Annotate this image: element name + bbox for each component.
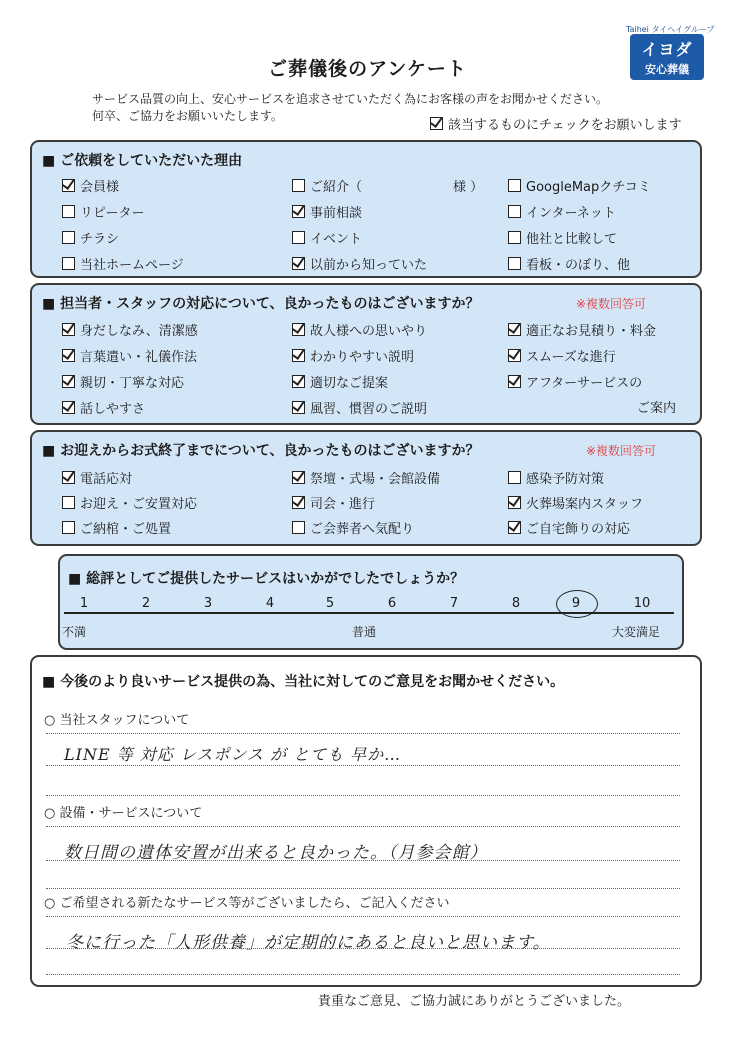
- checkbox[interactable]: [292, 323, 305, 336]
- instruction-text: 該当するものにチェックをお願いします: [448, 118, 682, 133]
- staff-option[interactable]: [508, 346, 616, 365]
- checkbox[interactable]: [508, 375, 521, 388]
- checkbox[interactable]: [508, 323, 521, 336]
- staff-option-label: 適切なご提案: [310, 376, 389, 391]
- reason-option[interactable]: [62, 228, 119, 247]
- staff-option[interactable]: [508, 320, 656, 339]
- staff-option[interactable]: [62, 346, 197, 365]
- reason-option[interactable]: [292, 202, 362, 221]
- reason-option-label: 会員様: [80, 180, 120, 195]
- reason-option[interactable]: [62, 176, 119, 195]
- checkbox[interactable]: [62, 231, 75, 244]
- rating-option-9[interactable]: 9: [571, 596, 581, 611]
- staff-option-label: アフターサービスの: [526, 376, 643, 391]
- rating-option-7[interactable]: 7: [449, 596, 459, 611]
- staff-option-label: 適正なお見積り・料金: [526, 324, 657, 339]
- continuation-text: ご案内: [637, 401, 677, 416]
- reason-option-label: ご紹介（ 様 ）: [310, 180, 484, 195]
- ceremony-option[interactable]: [292, 468, 440, 487]
- staff-option[interactable]: [292, 346, 414, 365]
- ceremony-option[interactable]: [508, 468, 604, 487]
- ceremony-option-label: 電話応対: [80, 472, 133, 487]
- question-staff: ○ 当社スタッフについて: [44, 713, 190, 728]
- ceremony-option-label: 祭壇・式場・会館設備: [310, 472, 441, 487]
- checkbox[interactable]: [292, 521, 305, 534]
- intro-line-2: 何卒、ご協力をお願いいたします。: [92, 109, 284, 123]
- checkbox[interactable]: [62, 323, 75, 336]
- answer-line: [46, 795, 680, 796]
- rating-option-1[interactable]: 1: [79, 596, 89, 611]
- section-overall-heading: ■ 総評としてご提供したサービスはいかがでしたでしょうか？: [68, 571, 465, 587]
- page-title: ご葬儀後のアンケート: [268, 58, 467, 80]
- section-staff-heading: ■ 担当者・スタッフの対応について、良かったものはございますか？: [42, 296, 480, 312]
- ceremony-option[interactable]: [62, 468, 132, 487]
- staff-option-label: 風習、慣習のご説明: [310, 402, 428, 417]
- staff-option[interactable]: [292, 320, 427, 339]
- checkbox[interactable]: [62, 179, 75, 192]
- answer-line: [46, 888, 680, 889]
- ceremony-option-label: ご会葬者へ気配り: [310, 522, 415, 537]
- reason-option[interactable]: [62, 202, 144, 221]
- rating-option-6[interactable]: 6: [387, 596, 397, 611]
- rating-high-label: 大変満足: [612, 625, 661, 639]
- reason-option-label: 事前相談: [310, 206, 363, 221]
- answer-line: [46, 948, 680, 949]
- ceremony-option-label: 感染予防対策: [526, 472, 605, 487]
- checkbox[interactable]: [292, 401, 305, 414]
- staff-option[interactable]: [292, 398, 427, 417]
- reason-option-label: チラシ: [80, 232, 120, 247]
- section-ceremony-heading: ■ お迎えからお式終了までについて、良かったものはございますか？: [42, 443, 480, 459]
- ceremony-option[interactable]: [508, 493, 643, 512]
- checkbox[interactable]: [62, 496, 75, 509]
- multiple-answer-note: ※複数回答可: [576, 297, 647, 311]
- rating-option-5[interactable]: 5: [325, 596, 335, 611]
- ceremony-option[interactable]: [292, 493, 375, 512]
- instruction: [430, 114, 682, 133]
- staff-option-label: わかりやすい説明: [310, 350, 415, 365]
- checkbox[interactable]: [292, 179, 305, 192]
- logo-group-text: Taihei タイヘイグループ: [626, 25, 715, 34]
- reason-option-label: リピーター: [80, 206, 145, 221]
- staff-option[interactable]: [62, 398, 145, 417]
- ceremony-option-label: ご自宅飾りの対応: [526, 522, 631, 537]
- staff-option[interactable]: [62, 372, 184, 391]
- checkbox[interactable]: [508, 496, 521, 509]
- reason-option-label: 看板・のぼり、他: [526, 258, 631, 273]
- rating-option-10[interactable]: 10: [633, 596, 651, 611]
- checkbox[interactable]: [292, 349, 305, 362]
- question-new-service: ○ ご希望される新たなサービス等がございましたら、ご記入ください: [44, 896, 450, 911]
- reason-option-label: 他社と比較して: [526, 232, 618, 247]
- example-checkbox: [430, 117, 443, 130]
- staff-option[interactable]: [62, 320, 198, 339]
- rating-option-3[interactable]: 3: [203, 596, 213, 611]
- intro-line-1: サービス品質の向上、安心サービスを追求させていただく為にお客様の声をお聞かせください。: [92, 92, 609, 106]
- checkbox[interactable]: [62, 257, 75, 270]
- ceremony-option[interactable]: [292, 518, 414, 537]
- reason-option[interactable]: [508, 176, 651, 195]
- answer-new-service[interactable]: 冬に行った「人形供養」が定期的にあると良いと思います。: [66, 933, 551, 953]
- rating-mid-label: 普通: [352, 625, 377, 639]
- checkbox[interactable]: [62, 471, 75, 484]
- reason-option[interactable]: [292, 254, 427, 273]
- answer-staff[interactable]: LINE 等 対応 レスポンス が とても 早か…: [64, 745, 402, 764]
- checkbox[interactable]: [62, 349, 75, 362]
- checkbox[interactable]: [508, 205, 521, 218]
- checkbox[interactable]: [508, 257, 521, 270]
- ceremony-option-label: お迎え・ご安置対応: [80, 497, 198, 512]
- answer-line: [46, 733, 680, 734]
- multiple-answer-note: ※複数回答可: [586, 444, 657, 458]
- logo-main-text: イヨダ: [641, 40, 693, 59]
- checkbox[interactable]: [508, 521, 521, 534]
- ceremony-option-label: 司会・進行: [310, 497, 376, 512]
- reason-option-label: 以前から知っていた: [310, 258, 428, 273]
- rating-low-label: 不満: [62, 625, 87, 639]
- rating-option-2[interactable]: 2: [141, 596, 151, 611]
- checkbox[interactable]: [292, 231, 305, 244]
- checkbox[interactable]: [292, 471, 305, 484]
- staff-option[interactable]: [508, 372, 642, 391]
- answer-line: [46, 974, 680, 975]
- answer-line: [46, 916, 680, 917]
- staff-option[interactable]: [292, 372, 388, 391]
- ceremony-option-label: 火葬場案内スタッフ: [526, 497, 644, 512]
- checkbox[interactable]: [508, 231, 521, 244]
- checkbox[interactable]: [62, 375, 75, 388]
- staff-option-label: 身だしなみ、清潔感: [80, 324, 198, 339]
- rating-option-4[interactable]: 4: [265, 596, 275, 611]
- answer-line: [46, 765, 680, 766]
- answer-facility[interactable]: 数日間の遺体安置が出来ると良かった。（月参会館）: [64, 843, 488, 863]
- reason-option[interactable]: [508, 228, 617, 247]
- checkbox[interactable]: [292, 496, 305, 509]
- checkbox[interactable]: [508, 349, 521, 362]
- checkbox[interactable]: [508, 179, 521, 192]
- reason-option-label: GoogleMapクチコミ: [526, 180, 651, 195]
- staff-option-label: 親切・丁寧な対応: [80, 376, 185, 391]
- section-reasons-heading: ■ ご依頼をしていただいた理由: [42, 153, 243, 169]
- checkbox[interactable]: [292, 257, 305, 270]
- logo-sub-text: 安心葬儀: [645, 63, 689, 76]
- checkbox[interactable]: [292, 205, 305, 218]
- ceremony-option[interactable]: [62, 493, 197, 512]
- ceremony-option[interactable]: [508, 518, 630, 537]
- rating-option-8[interactable]: 8: [511, 596, 521, 611]
- reason-option[interactable]: [292, 228, 362, 247]
- staff-option-label: 言葉遣い・礼儀作法: [80, 350, 198, 365]
- checkbox[interactable]: [508, 471, 521, 484]
- reason-option[interactable]: [508, 202, 616, 221]
- reason-option[interactable]: [62, 254, 184, 273]
- thanks-message: 貴重なご意見、ご協力誠にありがとうございました。: [318, 994, 631, 1009]
- ceremony-option-label: ご納棺・ご処置: [80, 522, 172, 537]
- question-facility: ○ 設備・サービスについて: [44, 806, 203, 821]
- staff-option-label: 故人様への思いやり: [310, 324, 428, 339]
- answer-line: [46, 826, 680, 827]
- checkbox[interactable]: [62, 205, 75, 218]
- checkbox[interactable]: [62, 521, 75, 534]
- reason-option-label: インターネット: [526, 206, 616, 221]
- section-feedback-heading: ■ 今後のより良いサービス提供の為、当社に対してのご意見をお聞かせください。: [42, 674, 565, 690]
- ceremony-option[interactable]: [62, 518, 171, 537]
- reason-option[interactable]: [292, 176, 483, 195]
- staff-option-label: 話しやすさ: [80, 402, 146, 417]
- reason-option-label: イベント: [310, 232, 363, 247]
- checkbox[interactable]: [62, 401, 75, 414]
- reason-option[interactable]: [508, 254, 630, 273]
- checkbox[interactable]: [292, 375, 305, 388]
- answer-line: [46, 860, 680, 861]
- staff-option-label: スムーズな進行: [526, 350, 616, 365]
- reason-option-label: 当社ホームページ: [80, 258, 184, 273]
